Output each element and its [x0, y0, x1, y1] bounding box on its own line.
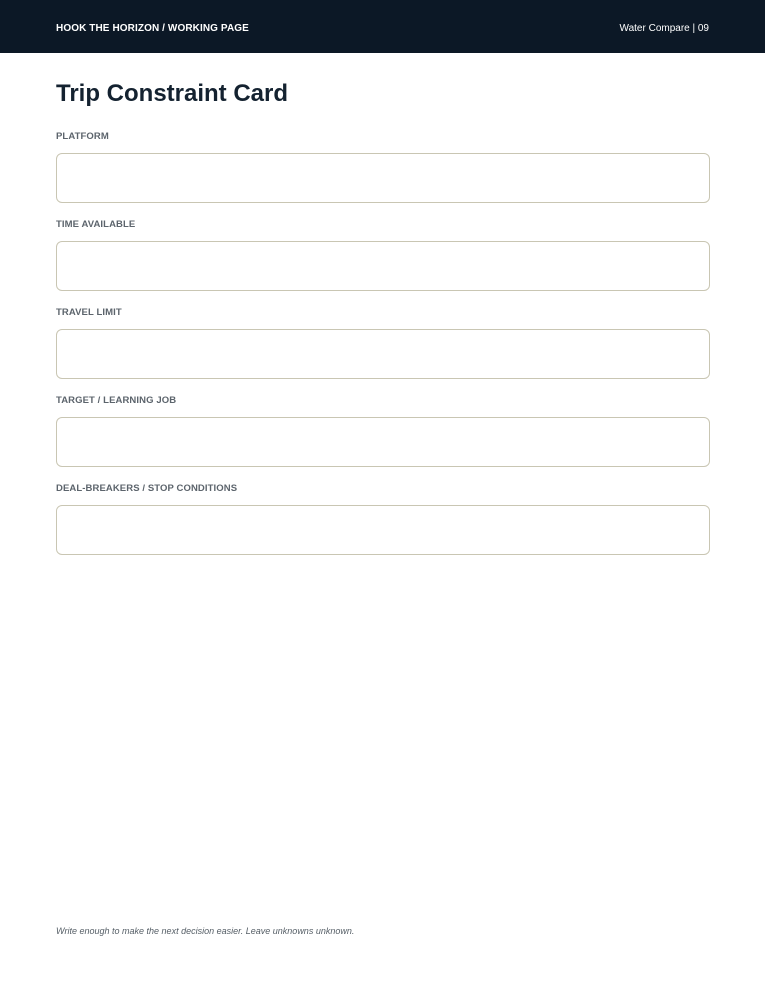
field-label-time-available: TIME AVAILABLE [56, 219, 136, 230]
field-label-deal-breakers: DEAL-BREAKERS / STOP CONDITIONS [56, 483, 238, 494]
footer-note: Write enough to make the next decision easier. Leave unknowns unknown. [56, 926, 355, 936]
header-brand: HOOK THE HORIZON / WORKING PAGE [56, 23, 249, 34]
constraint-form [56, 131, 710, 571]
page-title: Trip Constraint Card [56, 80, 289, 107]
platform-input[interactable] [56, 153, 710, 203]
deal-breakers-input[interactable] [56, 505, 710, 555]
travel-limit-input[interactable] [56, 329, 710, 379]
field-platform [56, 131, 710, 203]
field-time-available [56, 219, 710, 291]
target-learning-job-input[interactable] [56, 417, 710, 467]
header-page-reference: Water Compare | 09 [619, 23, 709, 34]
field-label-platform: PLATFORM [56, 131, 109, 142]
field-label-travel-limit: TRAVEL LIMIT [56, 307, 122, 318]
header-bar [0, 0, 765, 53]
field-label-target-learning-job: TARGET / LEARNING JOB [56, 395, 177, 406]
field-deal-breakers [56, 483, 710, 555]
time-available-input[interactable] [56, 241, 710, 291]
field-target-learning-job [56, 395, 710, 467]
field-travel-limit [56, 307, 710, 379]
